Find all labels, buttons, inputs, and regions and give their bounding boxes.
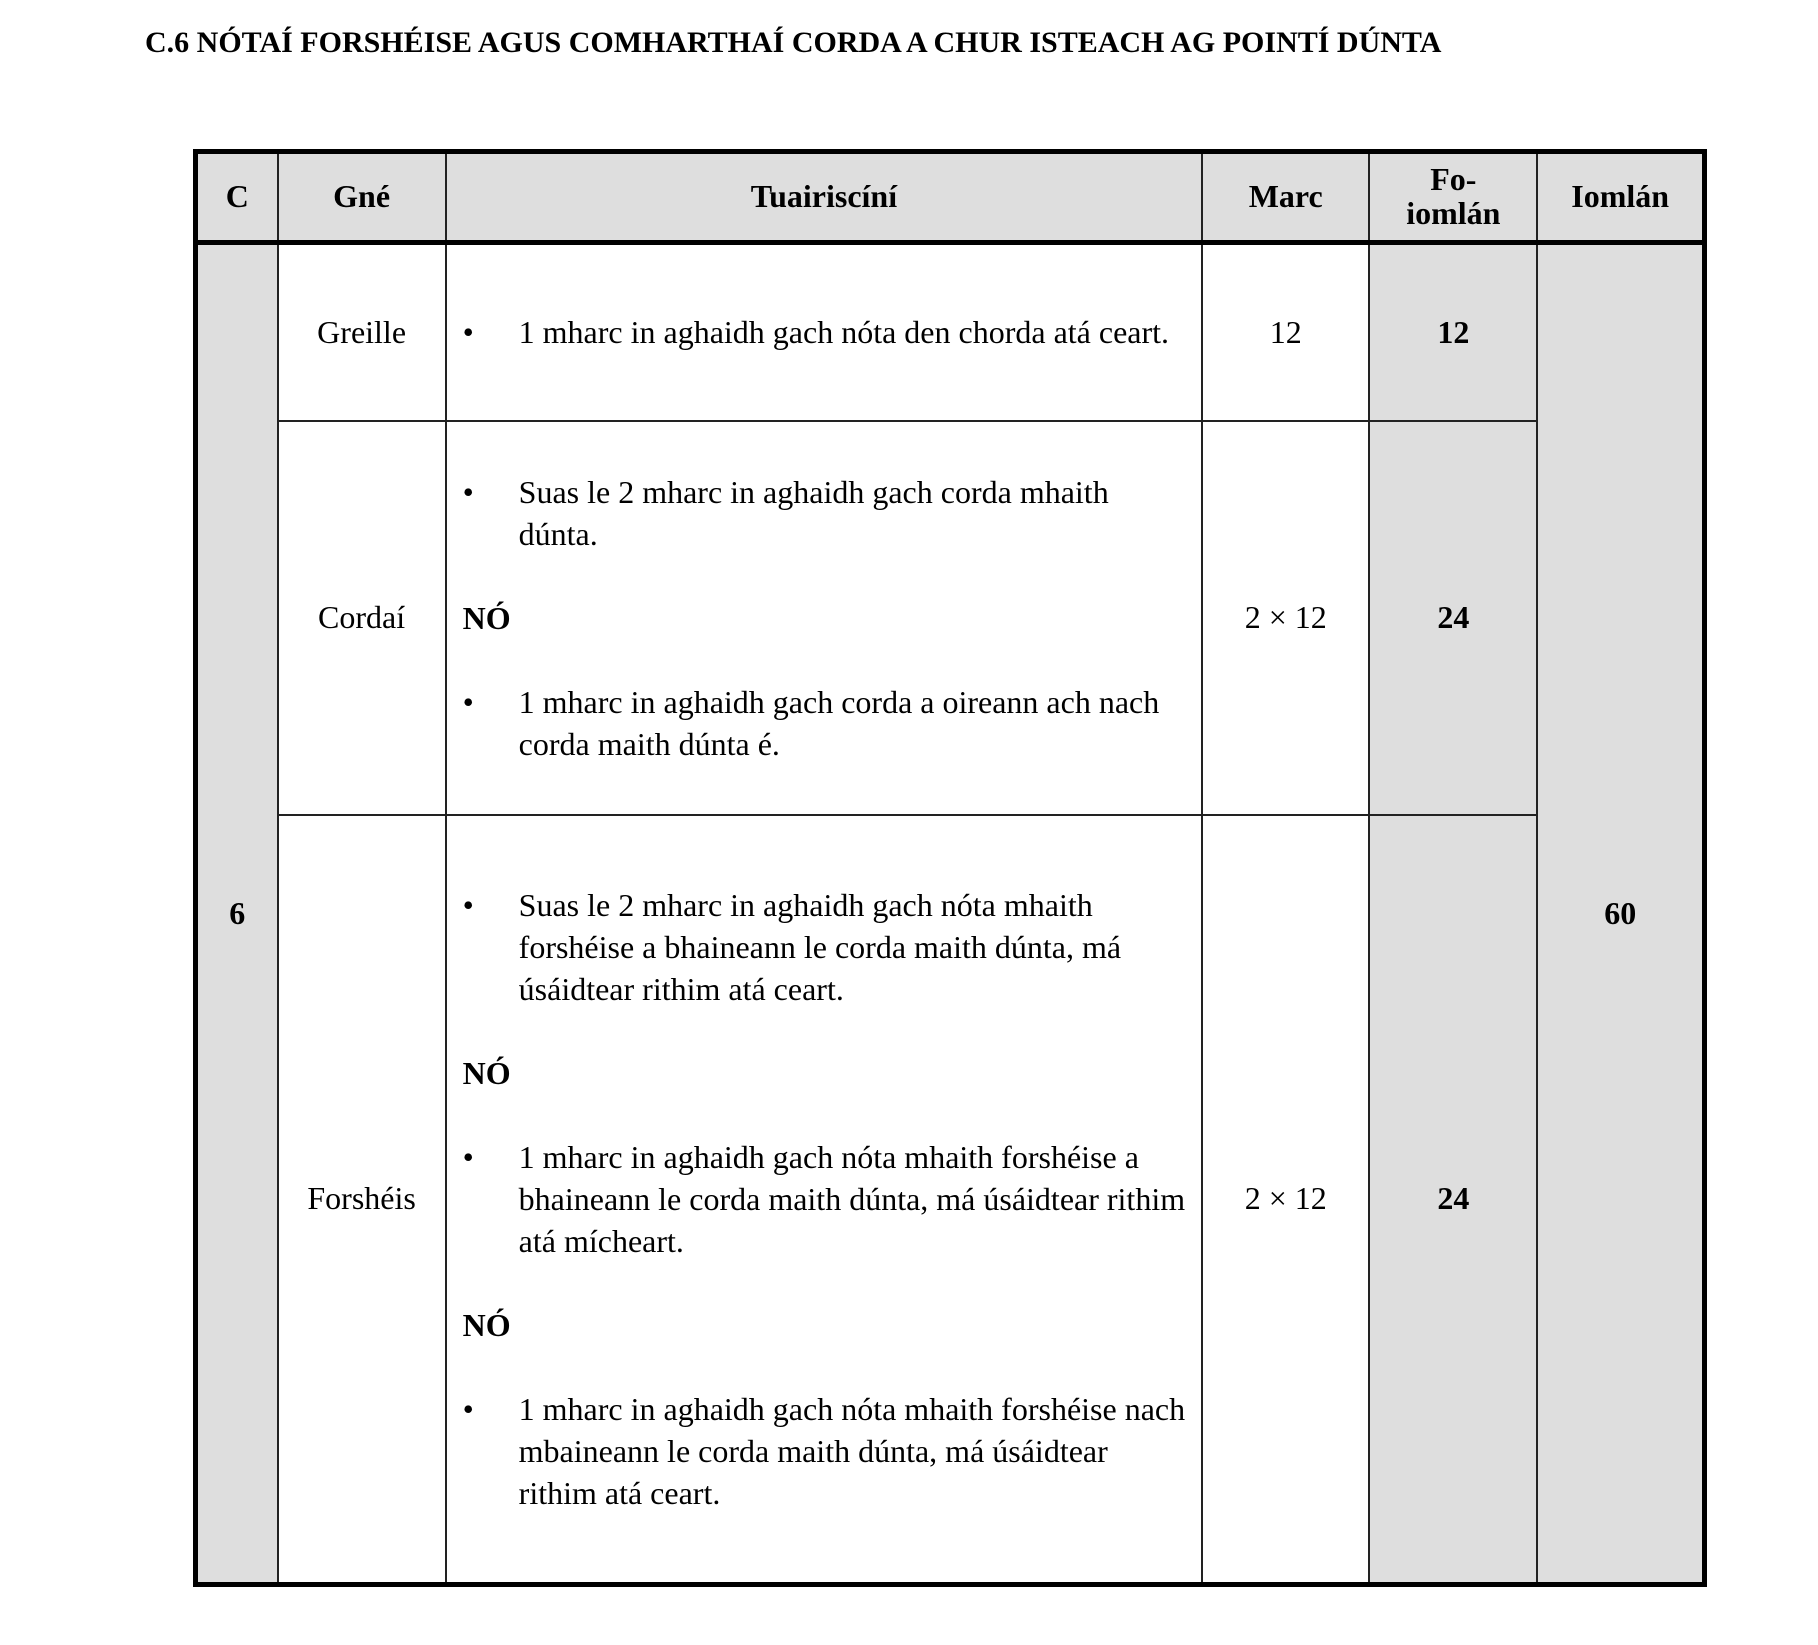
subtotal-cell: 12 [1369,243,1537,421]
descriptor-bullet: • 1 mharc in aghaidh gach nóta mhaith forshéise nach mbaineann le corda maith dúnta, má úsáidtear rithim atá ceart. [463,1388,1188,1514]
or-label: NÓ [462,1054,511,1091]
header-subtotal-line1: Fo- [1430,161,1477,198]
aspect-cell: Forshéis [278,815,446,1585]
mark-cell: 2 × 12 [1202,815,1369,1585]
or-label: NÓ [462,599,511,636]
descriptor-bullet: • Suas le 2 mharc in aghaidh gach nóta mhaith forshéise a bhaineann le corda maith dúnta, má úsáidtear rithim atá ceart. [463,884,1188,1010]
descriptor-cell [446,243,1203,421]
aspect-cell: Greille [278,243,446,421]
table-row [196,421,1705,815]
descriptor-bullet: • 1 mharc in aghaidh gach corda a oireann ach nach corda maith dúnta é. [463,681,1188,765]
header-descriptors: Tuairiscíní [446,152,1203,243]
descriptor-cell [446,815,1203,1585]
question-number-cell: 6 [196,243,278,1585]
marking-scheme-table [193,149,1707,1587]
header-question: C [196,152,278,243]
page-title: C.6 NÓTAÍ FORSHÉISE AGUS COMHARTHAÍ CORDA A CHUR ISTEACH AG POINTÍ DÚNTA [145,26,1442,59]
total-cell: 60 [1537,243,1704,1585]
header-aspect: Gné [278,152,446,243]
descriptor-bullet: • Suas le 2 mharc in aghaidh gach corda mhaith dúnta. [463,471,1188,555]
table-header-row [196,152,1705,243]
header-subtotal [1369,152,1537,243]
subtotal-cell: 24 [1369,815,1537,1585]
mark-cell: 12 [1202,243,1369,421]
or-label: NÓ [462,1306,511,1343]
descriptor-bullet: • 1 mharc in aghaidh gach nóta den chorda atá ceart. [463,311,1188,353]
descriptor-bullet: • 1 mharc in aghaidh gach nóta mhaith forshéise a bhaineann le corda maith dúnta, má úsáidtear rithim atá mícheart. [463,1136,1188,1262]
header-total: Iomlán [1537,152,1704,243]
header-subtotal-line2: iomlán [1406,195,1501,231]
table-row [196,815,1705,1585]
header-mark: Marc [1202,152,1369,243]
mark-cell: 2 × 12 [1202,421,1369,815]
subtotal-cell: 24 [1369,421,1537,815]
descriptor-cell [446,421,1203,815]
aspect-cell: Cordaí [278,421,446,815]
table-row [196,243,1705,421]
